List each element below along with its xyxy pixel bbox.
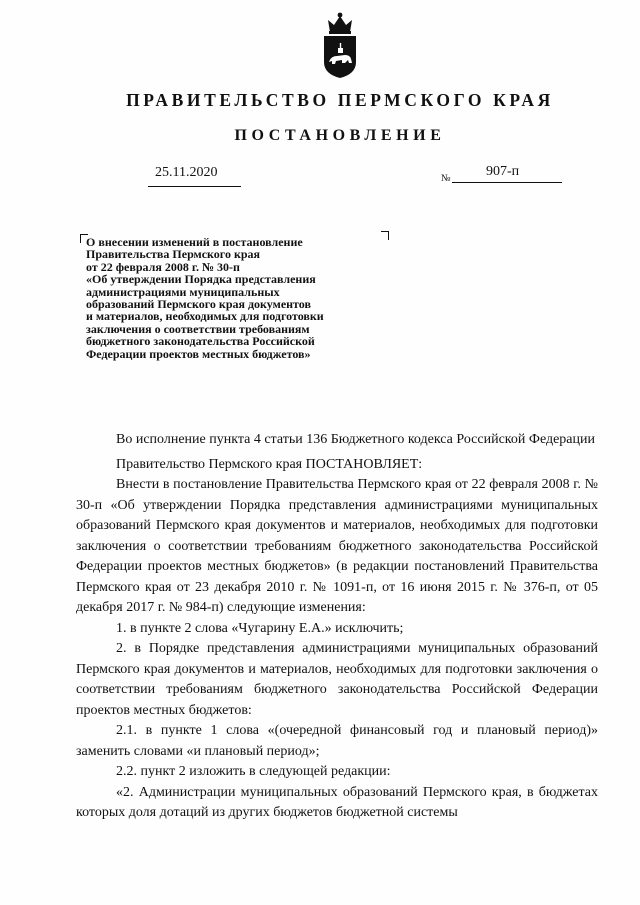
- subject-line: администрациями муниципальных: [86, 284, 280, 299]
- subject-line: О внесении изменений в постановление: [86, 235, 303, 249]
- coat-of-arms-icon: [318, 10, 362, 80]
- subject-line: бюджетного законодательства Российской: [86, 334, 315, 349]
- number-sign: №: [441, 173, 451, 184]
- body-paragraph: «2. Администрации муниципальных образований Пермского края, в бюджетах которых доля дотаций из других бюджетов бюджетной системы: [76, 784, 598, 820]
- document-body: [76, 430, 598, 824]
- body-paragraph: Во исполнение пункта 4 статьи 136 Бюджетного кодекса Российской Федерации: [116, 432, 596, 447]
- body-paragraph: Правительство Пермского края ПОСТАНОВЛЯЕТ:: [116, 456, 423, 472]
- subject-line: заключения о соответствии требованиям: [86, 321, 310, 336]
- body-paragraph: 2. в Порядке представления администрациями муниципальных образований Пермского края документов и материалов, необходимых для подготовки заключения о соответствии требованиям бюджетного законодательства Российской Федерации проектов местных бюджетов:: [76, 641, 598, 718]
- subject-line: Федерации проектов местных бюджетов»: [86, 346, 311, 361]
- subject-line: «Об утверждении Порядка представления: [86, 272, 316, 287]
- document-number: 907-п: [486, 164, 520, 179]
- document-date: 25.11.2020: [155, 165, 218, 180]
- body-paragraph: 2.1. в пункте 1 слова «(очередной финансовый год и плановый период)» заменить словами «и плановый период»;: [76, 723, 598, 759]
- subject-line: образований Пермского края документов: [86, 297, 311, 312]
- document-subject: [86, 236, 406, 360]
- number-underline: [452, 182, 562, 183]
- government-title: ПРАВИТЕЛЬСТВО ПЕРМСКОГО КРАЯ: [126, 90, 554, 110]
- body-paragraph: 1. в пункте 2 слова «Чугарину Е.А.» исключить;: [116, 620, 404, 636]
- subject-line: от 22 февраля 2008 г. № 30-п: [86, 259, 240, 274]
- subject-line: Правительства Пермского края: [86, 247, 261, 262]
- subject-line: и материалов, необходимых для подготовки: [86, 309, 324, 324]
- date-underline: [148, 186, 241, 187]
- body-paragraph: 2.2. пункт 2 изложить в следующей редакции:: [116, 764, 391, 779]
- body-paragraph: Внести в постановление Правительства Пермского края от 22 февраля 2008 г. № 30-п «Об утверждении Порядка представления администрациями муниципальных образований Пермского края документов и материалов, необходимых для подготовки заключения о соответствии требованиям бюджетного законодательства Российской Федерации проектов местных бюджетов» (в редакции постановлений Правительства Пермского края от 23 декабря 2010 г. № 1091-п, от 16 июня 2015 г. № 376-п, от 05 декабря 2017 г. № 984-п) следующие изменения:: [76, 477, 598, 615]
- document-type: ПОСТАНОВЛЕНИЕ: [234, 127, 446, 144]
